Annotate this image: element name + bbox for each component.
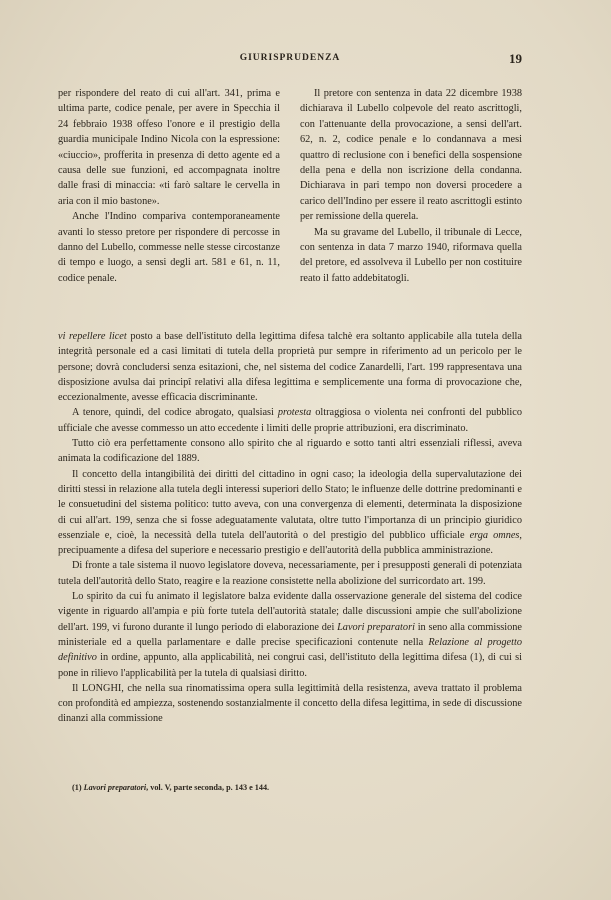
body-paragraph-4-text-a: Il concetto della intangibilità dei diritti del cittadino in ogni caso; la ideologia della supervalutazione dei diritti stessi in relazione alla tutela degli interessi superiori dello Stato; le influenze delle dottrine predominanti e le consuetudini del sistema politico: tutto aveva, con una convergenza di elementi, determinata la disposizione di cui all'art. 199, senza che si fosse adeguatamente valutata, oltre tutto l'importanza di un principio giuridico essenziale e, cioè, la necessità della tutela dell'autorità o del prestigio del pubblico ufficiale xyxy=(58,468,522,541)
body-paragraph-6-text-c: in ordine, appunto, alla applicabilità, nei congrui casi, dell'istituto della legittima difesa (1), di cui si pone in rilievo l'applicabilità per la tutela di qualsiasi diritto. xyxy=(58,652,522,679)
relazione-term: Relazione al progetto definitivo xyxy=(58,636,522,664)
body-paragraph-6-text-b: in seno alla commissione ministeriale ed a quella parlamentare e dalle precise specificazioni contenute nella xyxy=(58,621,523,648)
body-paragraph-4 xyxy=(58,467,522,559)
footnote-text: , vol. V, parte seconda, p. 143 e 144. xyxy=(146,783,270,792)
footnote xyxy=(72,783,522,792)
left-column-paragraph-2: Anche l'Indino compariva contemporaneamente avanti lo stesso pretore per rispondere di percosse in danno del Lubello, commesse nelle stesse circostanze di tempo e luogo, a sensi degli art. 581 e 61, n. 11, codice penale. xyxy=(58,211,280,284)
body-paragraph-2-text-a: A tenore, quindi, del codice abrogato, qualsiasi xyxy=(72,407,278,419)
page-number: 19 xyxy=(509,51,522,66)
right-column-paragraph-1: Il pretore con sentenza in data 22 dicembre 1938 dichiarava il Lubello colpevole del reato ascrittogli, con l'attenuante della provocazione, a sensi dell'art. 62, n. 2, codice penale e lo condannava a mesi quattro di reclusione con i benefici della sospensione della pena e della non iscrizione della condanna. Dichiarava in pari tempo non doversi procedere a carico dell'Indino per essere il reato ascrittogli estinto per remissione della querela. xyxy=(300,88,522,223)
erga-omnes-term: erga omnes xyxy=(469,529,520,541)
latin-phrase: vi repellere licet xyxy=(58,331,127,342)
body-paragraph-6 xyxy=(58,589,522,681)
body-paragraph-6-text-a: Lo spirito da cui fu animato il legislatore balza evidente dalla osservazione generale del sistema del codice vigente in riguardo all'ampia e più forte tutela dell'autorità statale; dalle discussioni ampie che sull'abolizione dell'art. 199, vi furono durante il lungo periodo di elaborazione dei xyxy=(58,591,522,633)
left-column xyxy=(58,86,280,286)
protesta-term: protesta xyxy=(277,407,312,419)
footnote-italic: Lavori preparatori xyxy=(83,783,147,792)
running-title: GIURISPRUDENZA xyxy=(239,53,341,63)
two-column-section xyxy=(58,86,522,311)
body-paragraph-2-text-b: oltraggiosa o violenta nei confronti del pubblico ufficiale che avesse commesso un atto eccedente i limiti delle proprie attribuzioni, era discriminato. xyxy=(58,407,522,434)
left-column-paragraph-1: per rispondere del reato di cui all'art. 341, prima e ultima parte, codice penale, per avere in Specchia il 24 febbraio 1938 offeso l'onore e il prestigio della guardia municipale Indino Nicola con la espressione: «ciuccio», profferita in presenza di detto agente ed a causa delle sue funzioni, ed accompagnata inoltre dalle frasi di minaccia: «ti farò saltare le cervella in aria con il mio bastone». xyxy=(58,88,280,207)
footnote-marker: (1) xyxy=(72,783,84,792)
body-paragraph-2 xyxy=(58,405,522,436)
body-paragraph-5: Di fronte a tale sistema il nuovo legislatore doveva, necessariamente, per i presupposti generali di potenziata tutela dell'autorità dello Stato, reagire e la reazione consistette nella abolizione del surricordato art. 199. xyxy=(58,560,522,587)
body-paragraph-7: Il LONGHI, che nella sua rinomatissima opera sulla legittimità della resistenza, aveva trattato il problema con profondità ed ampiezza, sostenendo sostanzialmente il concetto della difesa legittima, in sede di discussione dinanzi alla commissione xyxy=(58,682,522,725)
body-paragraph-1-text: posto a base dell'istituto della legittima difesa talchè era soltanto applicabile alla tutela della integrità personale ed a casi limitati di tutela della proprietà pur sempre in riferimento ad un pericolo per le persone; dovrà concludersi senza esitazioni, che, nel sistema del codice Zanardelli, l'art. 199 rappresentava una disposizione avulsa dai principî relativi alla difesa legittima e semplicemente una forma di provocazione che, eccezionalmente, avesse efficacia discriminante. xyxy=(58,331,522,404)
body-paragraph-4-text-b: , precipuamente a difesa del superiore e necessario prestigio e dell'autorità della pubblica amministrazione. xyxy=(58,529,522,557)
body-paragraph-3: Tutto ciò era perfettamente consono allo spirito che al riguardo e sotto tanti altri essenziali riflessi, aveva animata la codificazione del 1889. xyxy=(58,438,522,465)
main-text xyxy=(58,329,522,727)
right-column-paragraph-2: Ma su gravame del Lubello, il tribunale di Lecce, con sentenza in data 7 marzo 1940, riformava quella del pretore, ed assolveva il Lubello per non costituire reato il fatto addebitatogli. xyxy=(300,226,522,284)
lavori-preparatori-term: Lavori preparatori xyxy=(337,621,415,633)
right-column xyxy=(300,86,522,286)
running-head xyxy=(58,53,522,69)
body-paragraph-1 xyxy=(58,329,522,405)
